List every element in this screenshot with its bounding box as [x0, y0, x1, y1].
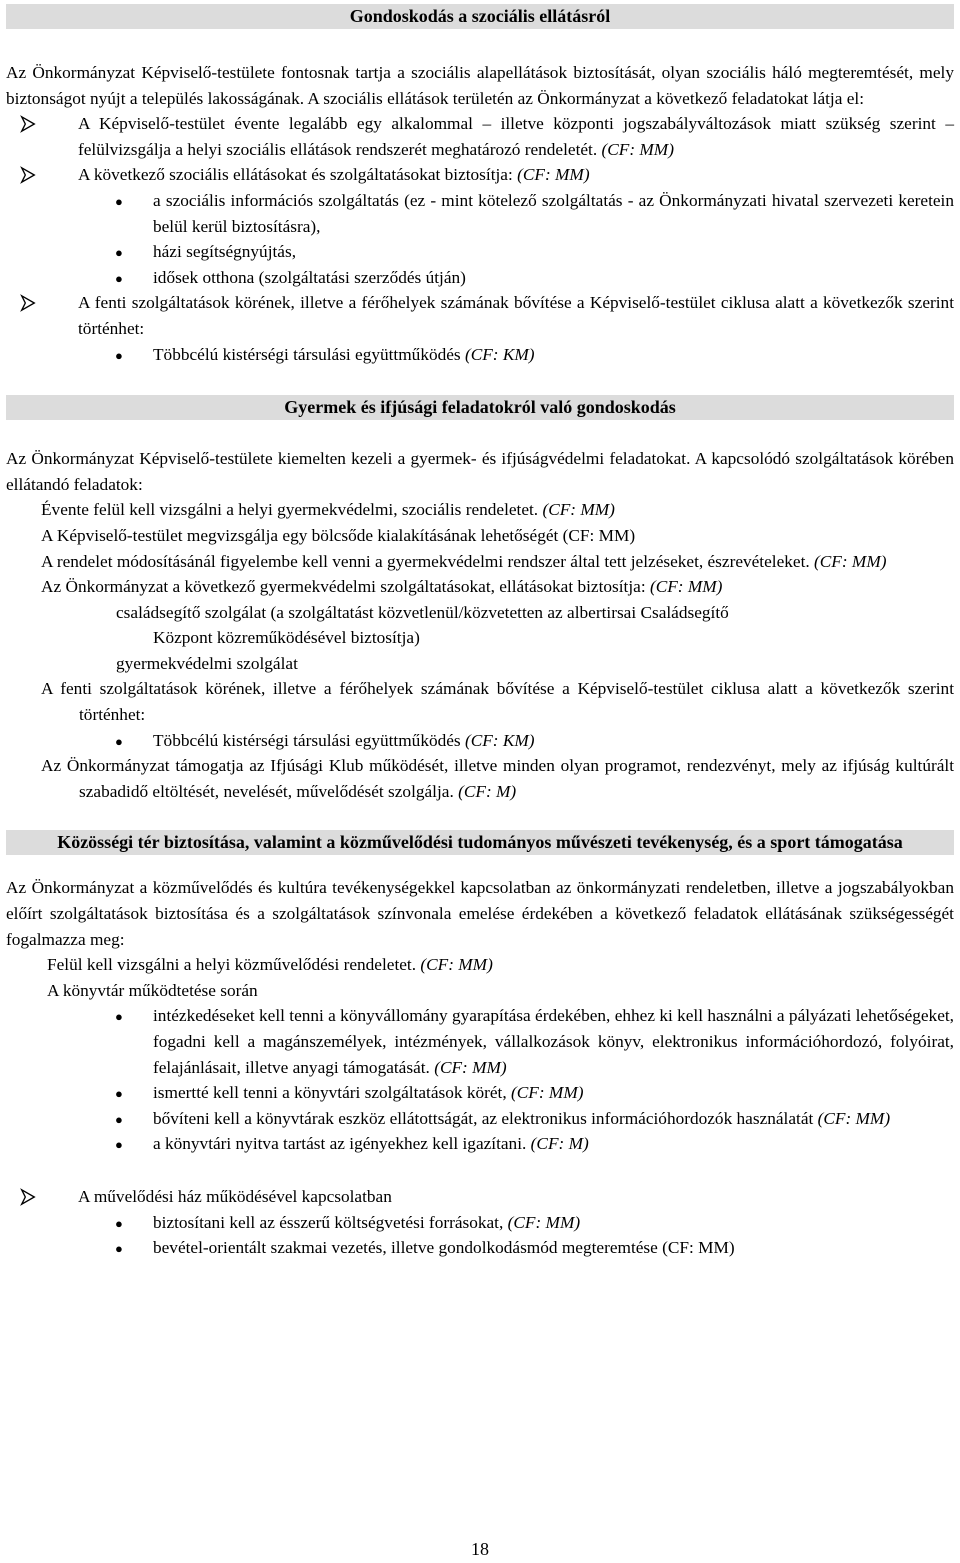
bullet-icon: [115, 1003, 123, 1030]
list-item: ● ismertté kell tenni a könyvtári szolgáltatások körét, (CF: MM): [0, 1080, 960, 1106]
section-heading-youth: Gyermek és ifjúsági feladatokról való gondoskodás: [6, 395, 954, 420]
list-item: ● a könyvtári nyitva tartást az igényekhez kell igazítani. (CF: M): [0, 1131, 960, 1157]
bullet-icon: [115, 1235, 123, 1262]
list-item: ● intézkedéseket kell tenni a könyvállomány gyarapítása érdekében, ehhez ki kell használni a pályázati lehetőségeket, fogadni kell a magánszemélyek, intézmények, vállalkozások könyv, elektronikus információhordozó, folyóirat, felajánlásait, illetve anyagi támogatását. (CF: MM): [0, 1003, 960, 1080]
list-item: ● idősek otthona (szolgáltatási szerződés útján): [0, 265, 960, 291]
list-item: ● biztosítani kell az ésszerű költségvetési forrásokat, (CF: MM): [0, 1210, 960, 1236]
list-item: ● házi segítségnyújtás,: [0, 239, 960, 265]
list-item: Az Önkormányzat a következő gyermekvédelmi szolgáltatásokat, ellátásokat biztosítja: (CF: MM): [41, 577, 723, 597]
arrow-right-outline-icon: [18, 1188, 38, 1206]
list-item: A könyvtár működtetése során: [47, 980, 258, 1000]
arrow-right-outline-icon: [18, 294, 38, 312]
arrow-right-outline-icon: [18, 166, 38, 184]
list-item: családsegítő szolgálat (a szolgáltatást közvetlenül/közvetetten az albertirsai Családsegítő: [116, 602, 729, 622]
list-item: ● a szociális információs szolgáltatás (ez - mint kötelező szolgáltatás - az Önkormányzati hivatal szervezeti keretein belül kerül biztosításra),: [0, 188, 960, 239]
bullet-icon: [115, 342, 123, 369]
bullet-icon: [115, 239, 123, 266]
bullet-icon: [115, 265, 123, 292]
section-heading-community: Közösségi tér biztosítása, valamint a közművelődési tudományos művészeti tevékenység, és a sport támogatása: [6, 830, 954, 855]
list-item: Felül kell vizsgálni a helyi közművelődési rendeletet. (CF: MM): [47, 955, 493, 975]
bullet-icon: [115, 188, 123, 215]
list-item: Az Önkormányzat támogatja az Ifjúsági Klub működését, illetve minden olyan programot, rendezvényt, mely az ifjúság kultúrált szabadidő eltöltését, nevelését, művelődését szolgálja. (CF: M): [41, 756, 954, 801]
list-item: A Képviselő-testület megvizsgálja egy bölcsőde kialakításának lehetőségét (CF: MM): [41, 525, 636, 545]
list-item: Évente felül kell vizsgálni a helyi gyermekvédelmi, szociális rendeletet. (CF: MM): [41, 500, 615, 520]
bullet-icon: [115, 1131, 123, 1158]
list-item: A művelődési ház működésével kapcsolatban: [0, 1184, 960, 1210]
bullet-icon: [115, 728, 123, 755]
list-item: ● bevétel-orientált szakmai vezetés, illetve gondolkodásmód megteremtése (CF: MM): [0, 1235, 960, 1261]
list-item: A rendelet módosításánál figyelembe kell venni a gyermekvédelmi rendszer által tett jelzéseket, észrevételeket. (CF: MM): [41, 551, 887, 571]
list-item: A fenti szolgáltatások körének, illetve a férőhelyek számának bővítése a Képviselő-testület ciklusa alatt a következők szerint történhet:: [41, 679, 954, 725]
paragraph-community-intro: Az Önkormányzat a közművelődés és kultúra tevékenységekkel kapcsolatban az önkormányzati rendeletben, illetve a jogszabályokban előírt szolgáltatások biztosítása és a szolgáltatások színvonala emelése érdekében a következő feladatok ellátásának szükségességét fogalmazza meg:: [6, 878, 954, 949]
list-item: A fenti szolgáltatások körének, illetve a férőhelyek számának bővítése a Képviselő-testület ciklusa alatt a következők szerint történhet:: [0, 290, 960, 341]
bullet-icon: [115, 1080, 123, 1107]
paragraph-youth-intro: Az Önkormányzat Képviselő-testülete kiemelten kezeli a gyermek- és ifjúságvédelmi feladatokat. A kapcsolódó szolgáltatások körében ellátandó feladatok:: [6, 449, 954, 494]
bullet-icon: [115, 1106, 123, 1133]
list-item: ● Többcélú kistérségi társulási együttműködés (CF: KM): [0, 728, 960, 754]
list-item: ● Többcélú kistérségi társulási együttműködés (CF: KM): [0, 342, 960, 368]
list-item: Központ közreműködésével biztosítja): [153, 628, 420, 648]
list-item: A következő szociális ellátásokat és szolgáltatásokat biztosítja: (CF: MM): [0, 162, 960, 188]
section-heading-social: Gondoskodás a szociális ellátásról: [6, 4, 954, 29]
list-item: A Képviselő-testület évente legalább egy alkalommal – illetve központi jogszabályváltozások miatt szükség szerint – felülvizsgálja a helyi szociális ellátások rendszerét meghatározó rendeletét. (CF: MM): [0, 111, 960, 162]
arrow-right-outline-icon: [18, 115, 38, 133]
paragraph-social-intro: Az Önkormányzat Képviselő-testülete fontosnak tartja a szociális alapellátások biztosítását, olyan szociális háló megteremtését, mely biztonságot nyújt a település lakosságának. A szociális ellátások területén az Önkormányzat a következő feladatokat látja el:: [6, 63, 954, 108]
list-item: ● bővíteni kell a könyvtárak eszköz ellátottságát, az elektronikus információhordozók használatát (CF: MM): [0, 1106, 960, 1132]
list-item: gyermekvédelmi szolgálat: [116, 653, 298, 673]
page-number: 18: [471, 1539, 489, 1559]
bullet-icon: [115, 1210, 123, 1237]
